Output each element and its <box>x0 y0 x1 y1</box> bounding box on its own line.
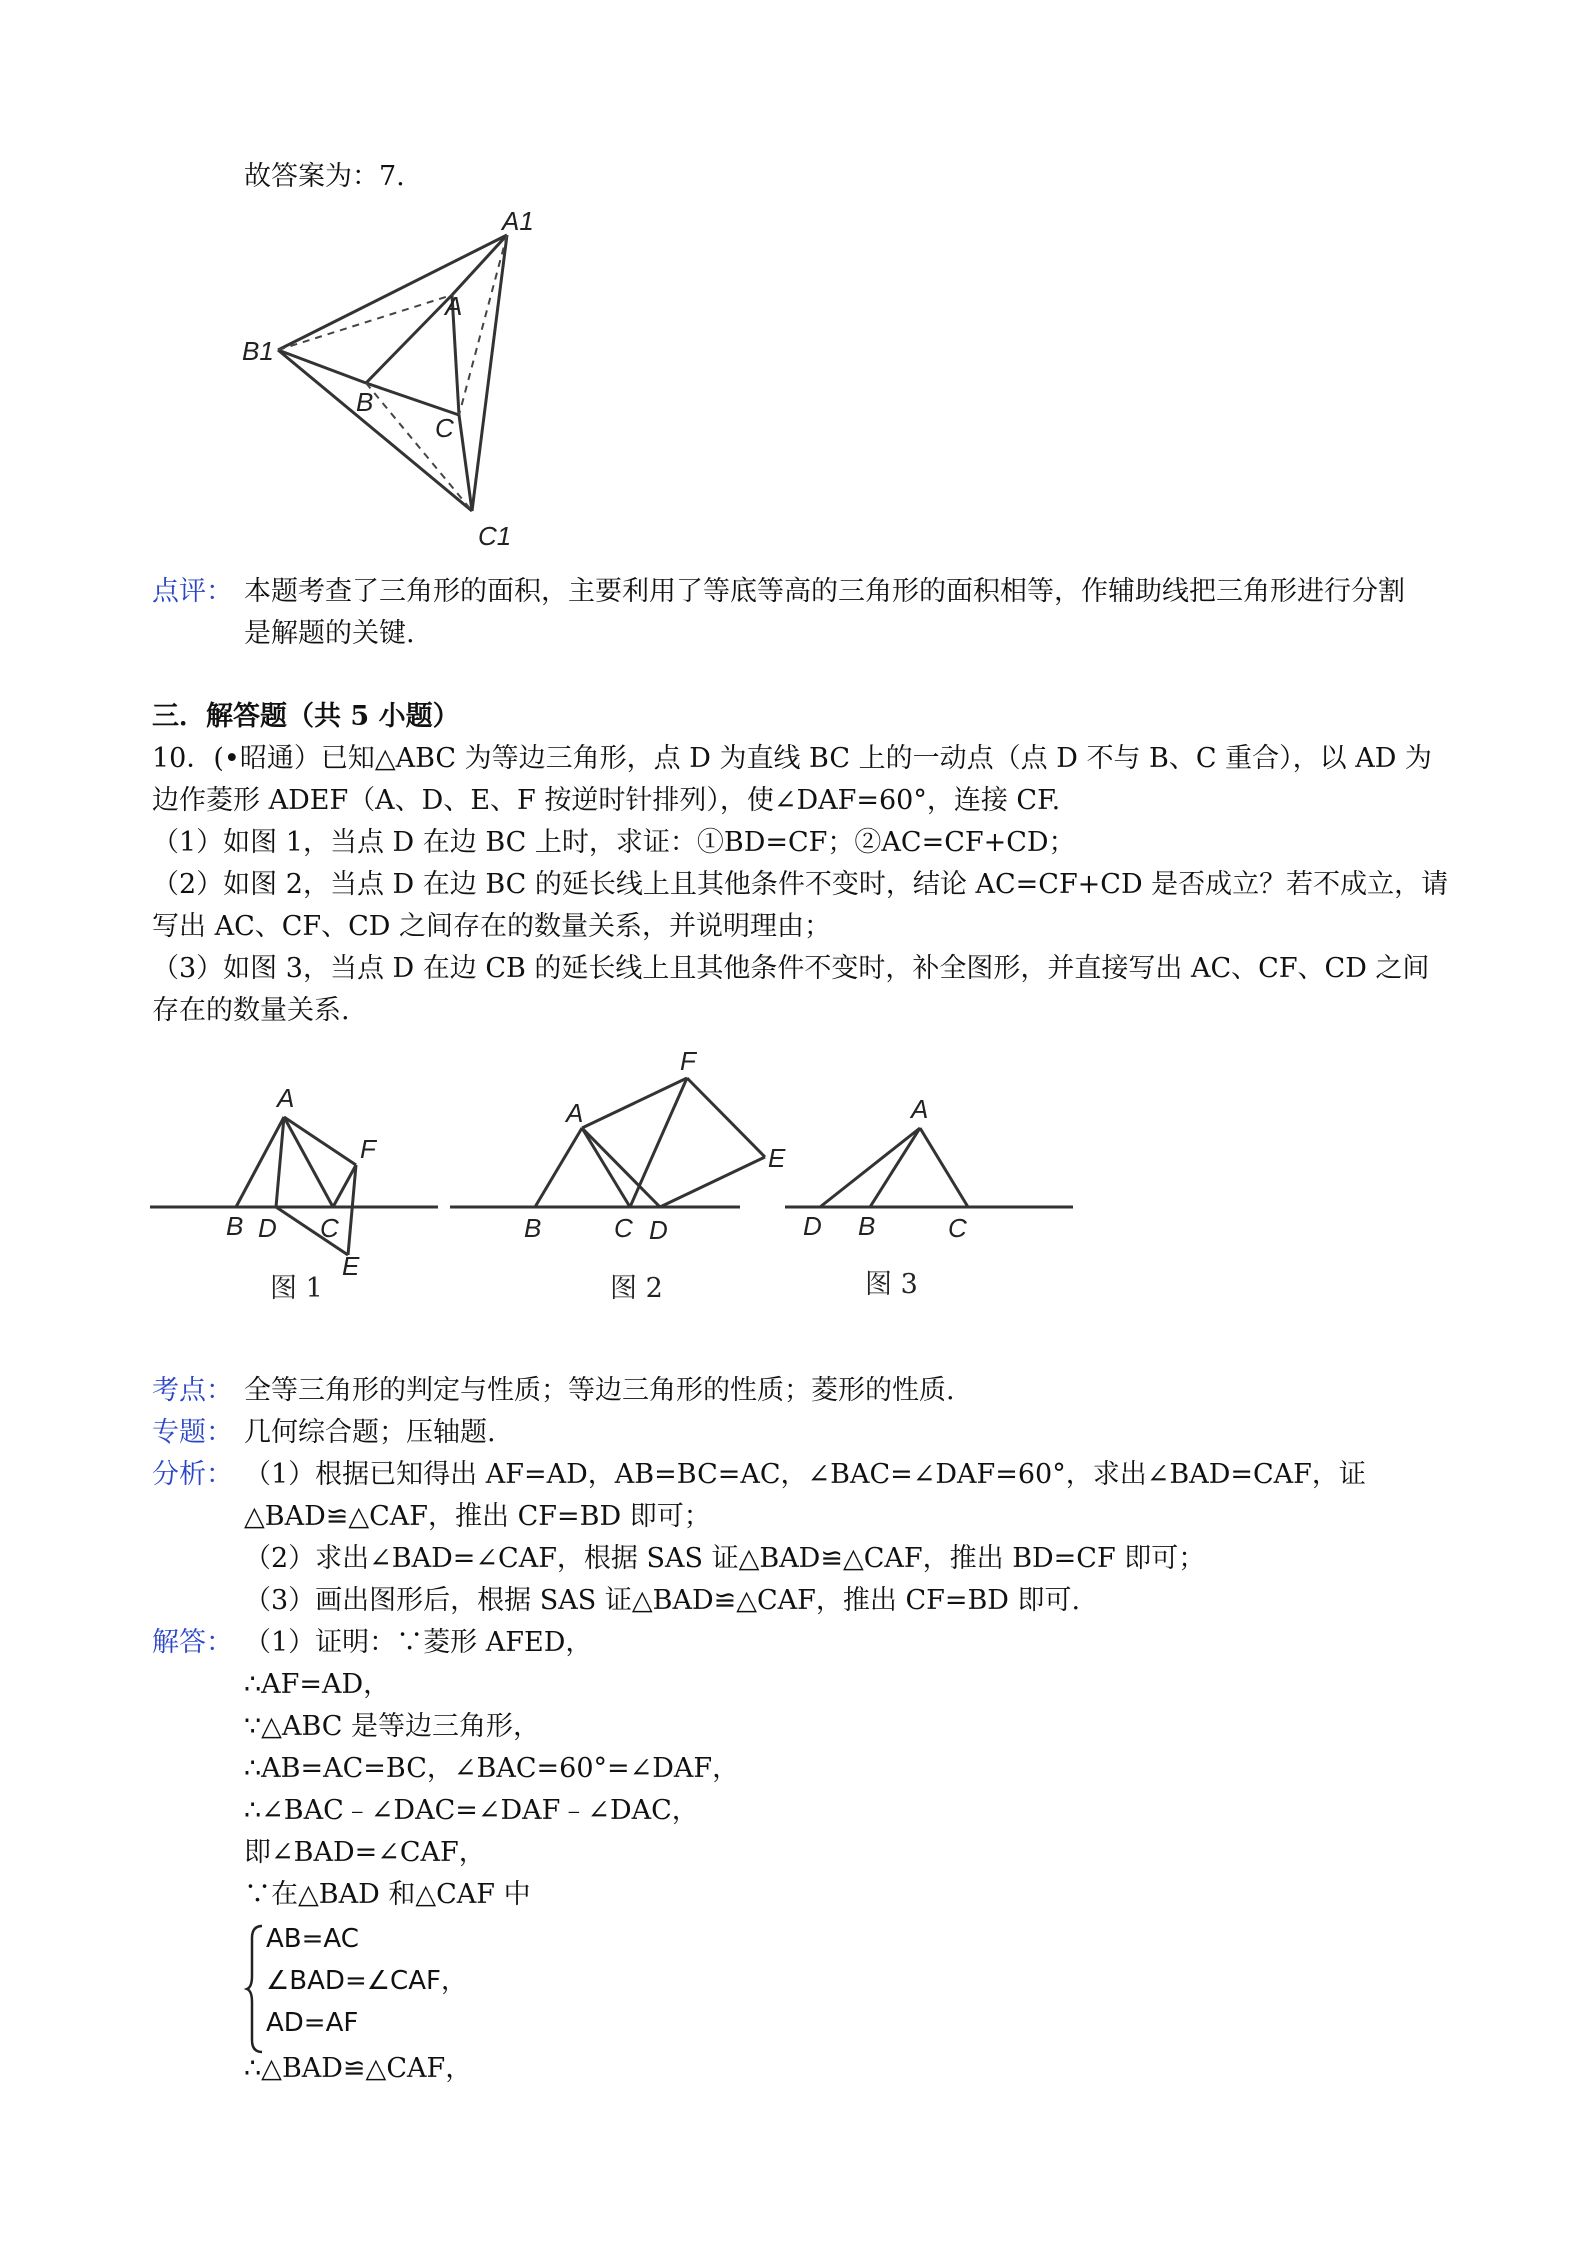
zhuanti-text: 几何综合题；压轴题. <box>244 1417 496 1448</box>
comment-line-2: 是解题的关键. <box>244 618 415 649</box>
problem-line: （2）如图 2，当点 D 在边 BC 的延长线上且其他条件不变时，结论 AC=CF+CD 是否成立？若不成立，请 <box>152 869 1449 900</box>
solution-line: （1）证明：∵菱形 AFED， <box>244 1627 593 1658</box>
fenxi-line: （1）根据已知得出 AF=AD，AB=BC=AC，∠BAC=∠DAF=60°，求出∠BAD=CAF，证 <box>244 1459 1366 1490</box>
fenxi-line: （2）求出∠BAD=∠CAF，根据 SAS 证△BAD≌△CAF，推出 BD=CF 即可； <box>244 1543 1206 1574</box>
label-d: D <box>803 1211 822 1241</box>
label-c: C <box>614 1213 633 1243</box>
label-c1: C1 <box>478 521 512 551</box>
label-b: B <box>356 387 374 417</box>
label-f: F <box>360 1134 376 1164</box>
label-a: A <box>566 1098 584 1128</box>
solution-line: ∴AB=AC=BC，∠BAC=60°=∠DAF， <box>244 1753 740 1784</box>
label-e: E <box>768 1143 786 1173</box>
caption-1: 图 1 <box>270 1273 323 1304</box>
solution-line: ∴AF=AD， <box>244 1669 391 1700</box>
system-line: AD=AF <box>266 2008 359 2038</box>
label-d: D <box>649 1215 668 1245</box>
system-line: ∠BAD=∠CAF， <box>266 1966 467 1996</box>
label-c: C <box>948 1213 967 1243</box>
section-heading: 三．解答题（共 5 小题） <box>152 701 460 732</box>
answer-line: 故答案为：7. <box>244 161 405 192</box>
caption-3: 图 3 <box>865 1269 918 1300</box>
label-a1: A1 <box>502 206 534 236</box>
figure-3 <box>785 1035 1075 1305</box>
figure-triangle-a1b1c1 <box>230 205 534 565</box>
left-brace <box>246 1924 266 2054</box>
zhuanti-label: 专题： <box>152 1417 233 1448</box>
problem-line: （3）如图 3，当点 D 在边 CB 的延长线上且其他条件不变时，补全图形，并直接写出 AC、CF、CD 之间 <box>152 953 1430 984</box>
solution-conclusion: ∴△BAD≌△CAF， <box>244 2053 473 2084</box>
comment-label: 点评： <box>152 576 233 607</box>
solution-line: 即∠BAD=∠CAF， <box>244 1837 486 1868</box>
solution-line: ∴∠BAC﹣∠DAC=∠DAF﹣∠DAC， <box>244 1795 699 1826</box>
solution-line: ∵△ABC 是等边三角形， <box>244 1711 541 1742</box>
solution-label: 解答： <box>152 1627 233 1658</box>
fenxi-label: 分析： <box>152 1459 233 1490</box>
problem-line: 10．(•昭通）已知△ABC 为等边三角形，点 D 为直线 BC 上的一动点（点 D 不与 B、C 重合），以 AD 为 <box>152 743 1432 774</box>
solution-line: ∵在△BAD 和△CAF 中 <box>244 1879 531 1910</box>
system-line: AB=AC <box>266 1924 359 1954</box>
label-b: B <box>858 1211 876 1241</box>
label-a: A <box>277 1083 295 1113</box>
fenxi-line: △BAD≌△CAF，推出 CF=BD 即可； <box>244 1501 711 1532</box>
comment-line-1: 本题考查了三角形的面积，主要利用了等底等高的三角形的面积相等，作辅助线把三角形进行分割 <box>244 576 1405 607</box>
problem-line: 边作菱形 ADEF（A、D、E、F 按逆时针排列），使∠DAF=60°，连接 CF. <box>152 785 1061 816</box>
problem-line: （1）如图 1，当点 D 在边 BC 上时，求证：①BD=CF；②AC=CF+CD； <box>152 827 1076 858</box>
figure-2 <box>450 1035 800 1305</box>
label-e: E <box>342 1251 360 1281</box>
problem-line: 存在的数量关系. <box>152 995 350 1026</box>
label-a: A <box>911 1094 929 1124</box>
label-c: C <box>320 1213 339 1243</box>
label-d: D <box>258 1213 277 1243</box>
figure-1 <box>150 1035 440 1305</box>
label-b: B <box>226 1211 244 1241</box>
label-b: B <box>524 1213 542 1243</box>
fenxi-line: （3）画出图形后，根据 SAS 证△BAD≌△CAF，推出 CF=BD 即可. <box>244 1585 1081 1616</box>
label-b1: B1 <box>242 336 274 366</box>
kaodian-text: 全等三角形的判定与性质；等边三角形的性质；菱形的性质. <box>244 1375 955 1406</box>
label-f: F <box>680 1046 696 1076</box>
label-a: A <box>445 291 463 321</box>
label-c: C <box>435 413 454 443</box>
problem-line: 写出 AC、CF、CD 之间存在的数量关系，并说明理由； <box>152 911 832 942</box>
kaodian-label: 考点： <box>152 1375 233 1406</box>
caption-2: 图 2 <box>610 1273 663 1304</box>
